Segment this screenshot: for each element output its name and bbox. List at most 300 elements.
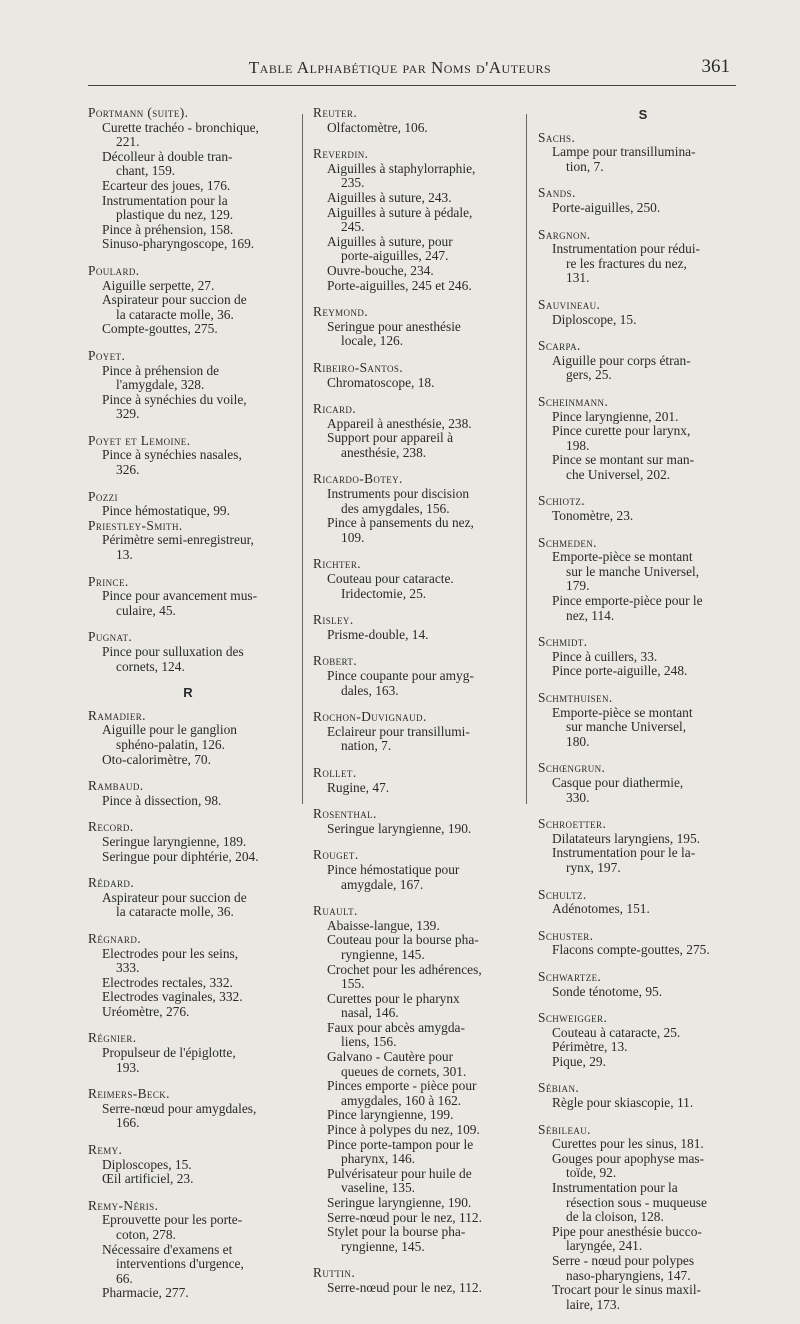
reference-text: Pince à pansements du nez, [327,515,474,531]
author-name: Remy-Néris. [88,1197,159,1213]
author-name: Sargnon. [538,226,591,242]
reference-text: Rugine, 47. [327,779,390,795]
author-name: Ramadier. [88,707,146,723]
instrument-reference [88,753,288,768]
instrument-reference [88,1243,288,1287]
instrument-reference [88,835,288,850]
instrument-reference [538,1225,748,1254]
reference-continuation: naso-pharyngiens, 147. [566,1267,691,1283]
instrument-reference [313,669,513,698]
index-entry [88,575,288,619]
reference-continuation: porte-aiguilles, 247. [341,248,449,264]
reference-continuation: locale, 126. [341,333,404,349]
reference-text: Casque pour diathermie, [552,774,684,790]
instrument-reference [313,919,513,934]
index-entry [88,1031,288,1075]
author-name: Scarpa. [538,338,581,354]
index-entry [313,402,513,460]
reference-continuation: vaseline, 135. [341,1180,416,1196]
instrument-reference [313,235,513,264]
author-name: Schiotz. [538,493,585,509]
instrument-reference [313,431,513,460]
instrument-reference [88,1286,288,1301]
reference-text: Périmètre semi-enregistreur, [102,532,254,548]
author-name: Sébileau. [538,1121,591,1137]
instrument-reference [88,237,288,252]
reference-text: Pince à cuillers, 33. [552,648,658,664]
index-entry [88,490,288,519]
index-column-1 [88,106,288,1313]
reference-continuation: 235. [341,175,365,191]
reference-text: Couteau à cataracte, 25. [552,1024,681,1040]
index-entry [313,807,513,836]
reference-continuation: pharynx, 146. [341,1151,416,1167]
reference-text: Propulseur de l'épiglotte, [102,1045,236,1061]
instrument-reference [313,992,513,1021]
index-entry [88,876,288,920]
author-name: Poulard. [88,262,140,278]
instrument-reference [538,1026,748,1041]
reference-text: Pince à synéchies nasales, [102,447,242,463]
instrument-reference [313,162,513,191]
instrument-reference [313,963,513,992]
reference-text: Règle pour skiascopie, 11. [552,1095,694,1111]
reference-text: Pince porte-aiguille, 248. [552,663,688,679]
reference-text: Dilatateurs laryngiens, 195. [552,830,701,846]
reference-continuation: anesthésie, 238. [341,444,427,460]
reference-continuation: sphéno-palatin, 126. [116,736,225,752]
index-entry [538,1081,748,1110]
instrument-reference [538,594,748,623]
author-name: Pugnat. [88,629,133,645]
index-entry [88,434,288,478]
reference-text: Pince pour sulluxation des [102,644,244,659]
reference-text: Pince à synéchies du voile, [102,391,247,407]
instrument-reference [313,191,513,206]
author-name: Sébian. [538,1080,580,1096]
reference-text: Pinces emporte - pièce pour [327,1078,477,1094]
reference-text: Serre-nœud pour le nez, 112. [327,1279,482,1295]
author-name: Ruttin. [313,1265,356,1281]
reference-text: Œil artificiel, 23. [102,1171,194,1187]
reference-continuation: ryngienne, 145. [341,1238,425,1254]
reference-text: Curettes pour le pharynx [327,990,460,1006]
instrument-reference [88,194,288,223]
reference-text: Curette trachéo - bronchique, [102,119,259,135]
reference-text: Ecarteur des joues, 176. [102,177,231,193]
author-name: Record. [88,819,134,835]
reference-text: Electrodes vaginales, 332. [102,989,243,1005]
author-name: Portmann (suite). [88,105,189,120]
instrument-reference [88,322,288,337]
reference-continuation: ryngienne, 145. [341,946,425,962]
reference-text: Aspirateur pour succion de [102,292,247,308]
author-name: Prince. [88,573,129,589]
author-name: Rollet. [313,764,357,780]
reference-text: Pince hémostatique pour [327,861,460,877]
reference-continuation: 221. [116,134,140,150]
author-name: Schweigger. [538,1010,608,1026]
header-rule [88,85,736,86]
index-entry [313,848,513,892]
author-name: Rosenthal. [313,806,377,822]
reference-continuation: culaire, 45. [116,602,176,618]
instrument-reference [88,645,288,674]
reference-text: Pince à préhension de [102,362,220,378]
reference-text: Chromatoscope, 18. [327,374,435,390]
reference-text: Porte-aiguilles, 245 et 246. [327,277,472,293]
instrument-reference [538,1137,748,1152]
reference-continuation: coton, 278. [116,1227,176,1242]
author-name: Richter. [313,556,361,572]
instrument-reference [313,1225,513,1254]
reference-text: Pique, 29. [552,1053,606,1069]
instrument-reference [538,509,748,524]
instrument-reference [538,832,748,847]
reference-text: Serre-nœud pour le nez, 112. [327,1209,482,1225]
index-entry [538,494,748,523]
author-name: Ricard. [313,401,357,417]
reference-continuation: 179. [566,578,590,594]
reference-continuation: sur le manche Universel, [566,563,700,579]
author-name: Schuster. [538,927,594,943]
reference-continuation: 155. [341,976,365,992]
reference-continuation: résection sous - muqueuse [566,1194,707,1210]
instrument-reference [88,1172,288,1187]
reference-continuation: re les fractures du nez, [566,255,687,271]
reference-text: Serre-nœud pour amygdales, [102,1100,257,1116]
reference-text: Aiguilles à suture, pour [327,233,453,249]
instrument-reference [88,448,288,477]
reference-text: Seringue laryngienne, 190. [327,820,472,836]
instrument-reference [88,533,288,562]
author-name: Rochon-Duvignaud. [313,709,427,725]
instrument-reference [88,794,288,809]
reference-text: Eclaireur pour transillumi- [327,723,470,739]
author-name: Ruault. [313,903,358,919]
reference-text: Adénotomes, 151. [552,901,650,917]
instrument-reference [538,242,748,286]
index-entry [88,106,288,252]
instrument-reference [313,822,513,837]
reference-text: Curettes pour les sinus, 181. [552,1136,704,1152]
instrument-reference [538,1055,748,1070]
reference-text: Seringue laryngienne, 190. [327,1195,472,1210]
instrument-reference [313,1167,513,1196]
instrument-reference [538,902,748,917]
reference-continuation: 13. [116,547,133,563]
reference-continuation: de la cloison, 128. [566,1209,664,1225]
index-entry [313,613,513,642]
reference-text: Instrumentation pour le la- [552,845,696,861]
instrument-reference [88,1102,288,1131]
reference-continuation: nation, 7. [341,738,392,754]
column-divider-2 [526,114,527,804]
instrument-reference [538,664,748,679]
instrument-reference [313,1050,513,1079]
reference-text: Stylet pour la bourse pha- [327,1224,466,1240]
instrument-reference [88,121,288,150]
reference-continuation: la cataracte molle, 36. [116,904,234,920]
instrument-reference [313,516,513,545]
instrument-reference [313,1138,513,1167]
reference-continuation: 166. [116,1115,140,1131]
reference-text: Décolleur à double tran- [102,148,233,164]
author-name: Rouget. [313,847,359,863]
reference-text: Ouvre-bouche, 234. [327,262,434,278]
reference-text: Appareil à anesthésie, 238. [327,415,472,431]
reference-text: Pulvérisateur pour huile de [327,1165,472,1181]
instrument-reference [313,725,513,754]
reference-text: Eprouvette pour les porte- [102,1212,243,1228]
reference-continuation: plastique du nez, 129. [116,207,234,223]
instrument-reference [313,121,513,136]
reference-text: Pince à polypes du nez, 109. [327,1122,480,1138]
instrument-reference [313,781,513,796]
reference-continuation: nasal, 146. [341,1005,399,1021]
author-name: Sachs. [538,129,576,145]
instrument-reference [538,1096,748,1111]
reference-text: Pince emporte-pièce pour le [552,593,703,609]
index-entry [88,932,288,1020]
instrument-reference [313,320,513,349]
author-name: Régnier. [88,1030,137,1046]
reference-continuation: gers, 25. [566,367,612,383]
instrument-reference [88,1005,288,1020]
reference-continuation: 180. [566,733,590,749]
reference-text: Tonomètre, 23. [552,508,634,524]
reference-text: Instrumentation pour la [102,192,228,208]
reference-text: Electrodes pour les seins, [102,945,239,961]
author-name: Schroetter. [538,816,607,832]
instrument-reference [313,572,513,601]
instrument-reference [313,863,513,892]
index-entry [88,519,288,563]
instrument-reference [538,145,748,174]
reference-text: Galvano - Cautère pour [327,1049,454,1065]
instrument-reference [313,1079,513,1108]
instrument-reference [538,985,748,1000]
author-name: Schultz. [538,886,587,902]
instrument-reference [88,293,288,322]
reference-continuation: liens, 156. [341,1034,397,1050]
instrument-reference [313,1211,513,1226]
author-name: Sauvineau. [538,296,601,312]
index-entry [538,970,748,999]
index-entry [88,1087,288,1131]
author-name: Priestley-Smith. [88,517,183,533]
author-name: Rédard. [88,875,135,891]
reference-text: Aspirateur pour succion de [102,889,247,905]
index-entry [88,820,288,864]
index-entry [538,635,748,679]
index-entry [88,1199,288,1301]
index-entry [313,305,513,349]
instrument-reference [313,628,513,643]
reference-continuation: sur manche Universel, [566,719,687,735]
reference-text: Lampe pour transillumina- [552,144,696,160]
index-entry [313,654,513,698]
reference-text: Pharmacie, 277. [102,1285,189,1301]
author-name: Risley. [313,612,354,628]
author-name: Scheinmann. [538,393,609,409]
index-entry [538,1011,748,1069]
reference-continuation: 333. [116,960,140,976]
reference-continuation: 193. [116,1059,140,1075]
page-number: 361 [701,56,730,77]
author-name: Schwartze. [538,968,602,984]
reference-text: Seringue laryngienne, 189. [102,833,247,849]
instrument-reference [538,1040,748,1055]
author-name: Sands. [538,185,576,201]
instrument-reference [538,424,748,453]
instrument-reference [313,1108,513,1123]
reference-text: Instrumentation pour rédui- [552,241,701,257]
reference-text: Trocart pour le sinus maxil- [552,1282,702,1298]
page-header [0,52,800,82]
instrument-reference [313,1021,513,1050]
reference-text: Flacons compte-gouttes, 275. [552,942,710,958]
reference-text: Périmètre, 13. [552,1039,628,1055]
index-entry [538,228,748,286]
index-entry [538,395,748,483]
index-entry [538,339,748,383]
reference-text: Serre - nœud pour polypes [552,1253,695,1268]
instrument-reference [313,264,513,279]
index-entry [88,779,288,808]
reference-continuation: amygdales, 160 à 162. [341,1092,462,1108]
instrument-reference [538,201,748,216]
reference-text: Diploscopes, 15. [102,1156,192,1172]
reference-text: Olfactomètre, 106. [327,119,428,135]
reference-text: Nécessaire d'examens et [102,1241,233,1257]
index-entry [313,904,513,1254]
reference-text: Uréomètre, 276. [102,1003,190,1019]
reference-text: Diploscope, 15. [552,311,637,327]
instrument-reference [88,223,288,238]
instrument-reference [313,279,513,294]
reference-text: Instruments pour discision [327,486,470,502]
reference-text: Gouges pour apophyse mas- [552,1150,705,1166]
reference-continuation: 326. [116,462,140,478]
reference-continuation: 198. [566,437,590,453]
author-name: Reverdin. [313,146,369,162]
reference-text: Aiguilles à staphylorraphie, [327,160,476,176]
reference-text: Aiguille serpette, 27. [102,277,215,293]
instrument-reference [313,1196,513,1211]
reference-continuation: 131. [566,270,590,286]
instrument-reference [538,776,748,805]
reference-text: Faux pour abcès amygda- [327,1019,465,1035]
reference-text: Sonde ténotome, 95. [552,983,663,999]
index-entry [538,761,748,805]
index-entry [88,349,288,422]
author-name: Pozzi [88,488,118,504]
reference-text: Support pour appareil à [327,430,454,446]
index-entry [88,630,288,674]
reference-continuation: laire, 173. [566,1296,620,1312]
index-entry [538,1123,748,1313]
index-entry [538,691,748,749]
section-letter: S [638,107,648,122]
section-letter: R [183,685,193,701]
author-name: Poyet et Lemoine. [88,432,191,448]
reference-continuation: interventions d'urgence, [116,1256,244,1272]
instrument-reference [88,150,288,179]
instrument-reference [538,706,748,750]
index-entry [538,817,748,875]
reference-text: Porte-aiguilles, 250. [552,199,661,215]
instrument-reference [538,846,748,875]
instrument-reference [88,279,288,294]
instrument-reference [88,589,288,618]
index-entry [538,298,748,327]
reference-continuation: dales, 163. [341,682,399,698]
instrument-reference [88,850,288,865]
reference-text: Aiguilles à suture à pédale, [327,204,473,220]
instrument-reference [88,891,288,920]
index-entry [313,361,513,390]
reference-text: Emporte-pièce se montant [552,549,693,565]
reference-text: Instrumentation pour la [552,1180,678,1196]
reference-text: Aiguilles à suture, 243. [327,189,452,205]
reference-text: Pipe pour anesthésie bucco- [552,1223,702,1239]
reference-text: Pince à préhension, 158. [102,221,234,237]
instrument-reference [88,364,288,393]
instrument-reference [88,1213,288,1242]
instrument-reference [538,453,748,482]
reference-continuation: queues de cornets, 301. [341,1063,467,1079]
reference-continuation: l'amygdale, 328. [116,377,205,393]
reference-text: Seringue pour diphtérie, 204. [102,848,259,864]
instrument-reference [538,943,748,958]
reference-text: Pince pour avancement mus- [102,588,258,604]
instrument-reference [313,206,513,235]
author-name: Reuter. [313,105,358,120]
instrument-reference [538,410,748,425]
index-entry [313,1266,513,1295]
index-entry [313,147,513,293]
index-entry [88,264,288,337]
reference-text: Oto-calorimètre, 70. [102,751,211,767]
reference-continuation: 245. [341,219,365,235]
index-entry [538,131,748,175]
reference-text: Compte-gouttes, 275. [102,321,218,337]
instrument-reference [538,1283,748,1312]
author-name: Schmthuisen. [538,690,613,705]
index-entry [313,472,513,545]
reference-text: Abaisse-langue, 139. [327,917,440,933]
author-name: Reimers-Beck. [88,1086,170,1102]
reference-continuation: chant, 159. [116,163,176,179]
instrument-reference [538,650,748,665]
reference-continuation: cornets, 124. [116,658,185,674]
index-entry [538,888,748,917]
author-name: Remy. [88,1142,123,1158]
instrument-reference [313,417,513,432]
instrument-reference [538,354,748,383]
instrument-reference [313,1281,513,1296]
reference-text: Couteau pour cataracte. [327,571,454,587]
index-entry [88,1143,288,1187]
reference-text: Aiguille pour le ganglion [102,722,237,738]
index-entry [313,766,513,795]
instrument-reference [538,1254,748,1283]
instrument-reference [88,179,288,194]
instrument-reference [313,376,513,391]
instrument-reference [88,1158,288,1173]
index-entry [538,186,748,215]
